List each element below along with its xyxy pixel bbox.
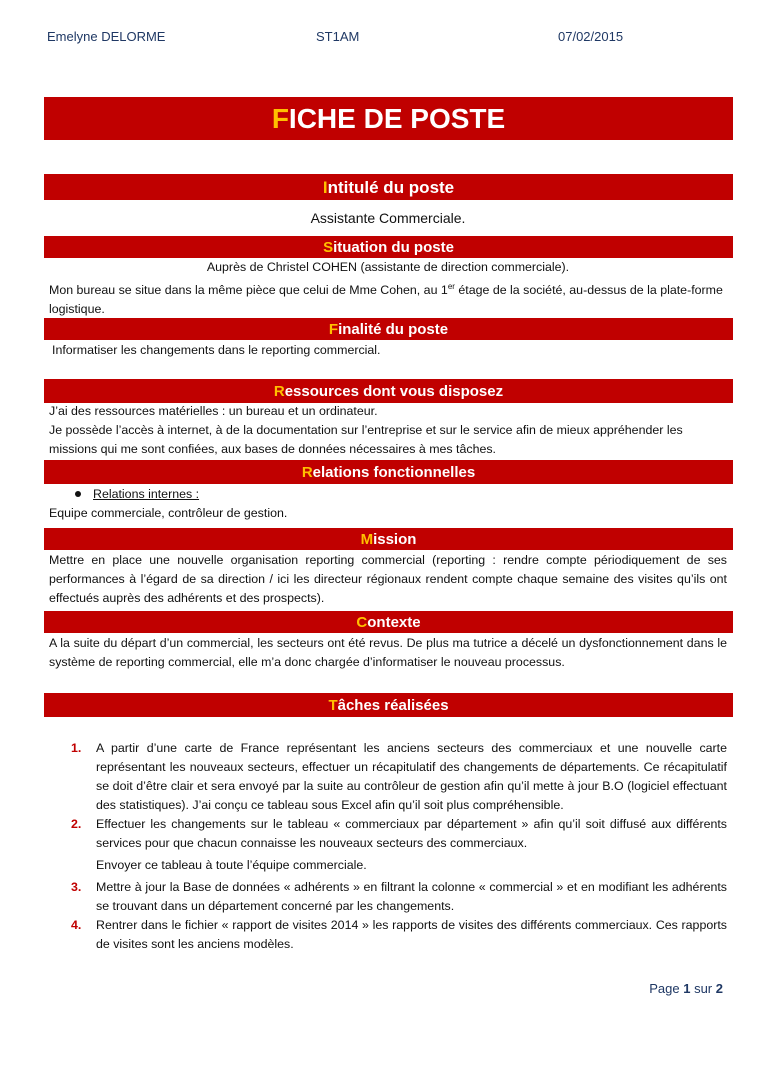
mission-text: Mettre en place une nouvelle organisation reporting commercial (reporting : rendre compte périodiquement de ses performances à l’égard de sa direction / ici les directeur régionaux rendent compte chaque semaine des visites qu’ils ont effectués auprès des adhérents et des prospects).	[49, 553, 727, 605]
header-class: ST1AM	[316, 29, 360, 44]
section-finalite-heading: Finalité du poste	[44, 318, 733, 340]
job-title-text: Assistante Commerciale.	[310, 210, 466, 226]
situation-text	[49, 258, 727, 319]
page-number: Page 1 sur 2	[649, 981, 723, 996]
section-contexte-heading: Contexte	[44, 611, 733, 633]
section-situation-heading: Situation du poste	[44, 236, 733, 258]
task-list	[49, 739, 727, 954]
task-item: 4. Rentrer dans le fichier « rapport de visites 2014 » les rapports de visites des différents commerciaux. Ces rapports de visites sont les anciens modèles.	[71, 918, 727, 951]
relations-internes-text: Equipe commerciale, contrôleur de gestion.	[49, 506, 288, 520]
section-relations-heading: Relations fonctionnelles	[44, 460, 733, 484]
page-title: FICHE DE POSTE	[44, 97, 733, 140]
task-item: 2. Effectuer les changements sur le tableau « commerciaux par département » afin qu’il soit diffusé aux différents services pour que chacun connaisse les nouveaux secteurs des commerciaux.	[71, 817, 727, 850]
header-date: 07/02/2015	[558, 29, 624, 44]
section-mission-heading: Mission	[44, 528, 733, 550]
relations-bullet: Relations internes :	[49, 485, 727, 504]
ressources-text	[49, 402, 727, 459]
bullet-icon	[75, 491, 81, 497]
section-ressources-heading: Ressources dont vous disposez	[44, 379, 733, 403]
task-item-note: Envoyer ce tableau à toute l’équipe commerciale.	[96, 858, 367, 872]
relations-text	[49, 485, 727, 523]
ressources-line-2: Je possède l’accès à internet, à de la documentation sur l’entreprise et sur le service afin de mieux appréhender les missions qui me sont confiées, aux bases de données nécessaires à mes tâches.	[49, 423, 683, 456]
section-taches-heading: Tâches réalisées	[44, 693, 733, 717]
situation-line-2: Mon bureau se situe dans la même pièce que celui de Mme Cohen, au 1er étage de la société, au-dessus de la plate-forme logistique.	[49, 282, 723, 317]
task-item: 3. Mettre à jour la Base de données « adhérents » en filtrant la colonne « commercial » et en modifiant les adhérents se trouvant dans un département concerné par les changements.	[71, 880, 727, 913]
situation-line-1: Auprès de Christel COHEN (assistante de direction commerciale).	[206, 260, 570, 274]
finalite-text: Informatiser les changements dans le reporting commercial.	[52, 343, 381, 357]
section-intitule-heading: Intitulé du poste	[44, 174, 733, 200]
contexte-text: A la suite du départ d’un commercial, les secteurs ont été revus. De plus ma tutrice a décelé un dysfonctionnement dans le système de reporting commercial, elle m’a donc chargée d’informatiser le nouveau processus.	[49, 636, 727, 669]
header-author: Emelyne DELORME	[47, 29, 166, 44]
task-item: 1. A partir d’une carte de France représentant les anciens secteurs des commerciaux et une nouvelle carte représentant les nouveaux secteurs, effectuer un récapitulatif des changements de départements. Ce récapitulatif se doit d’être clair et sera envoyé par la suite au contrôleur de gestion afin qu’il mette à jour B.O (logiciel effectuant des statistiques). J’ai conçu ce tableau sous Excel afin qu’il soit plus compréhensible.	[71, 741, 727, 812]
ressources-line-1: J’ai des ressources matérielles : un bureau et un ordinateur.	[49, 404, 378, 418]
